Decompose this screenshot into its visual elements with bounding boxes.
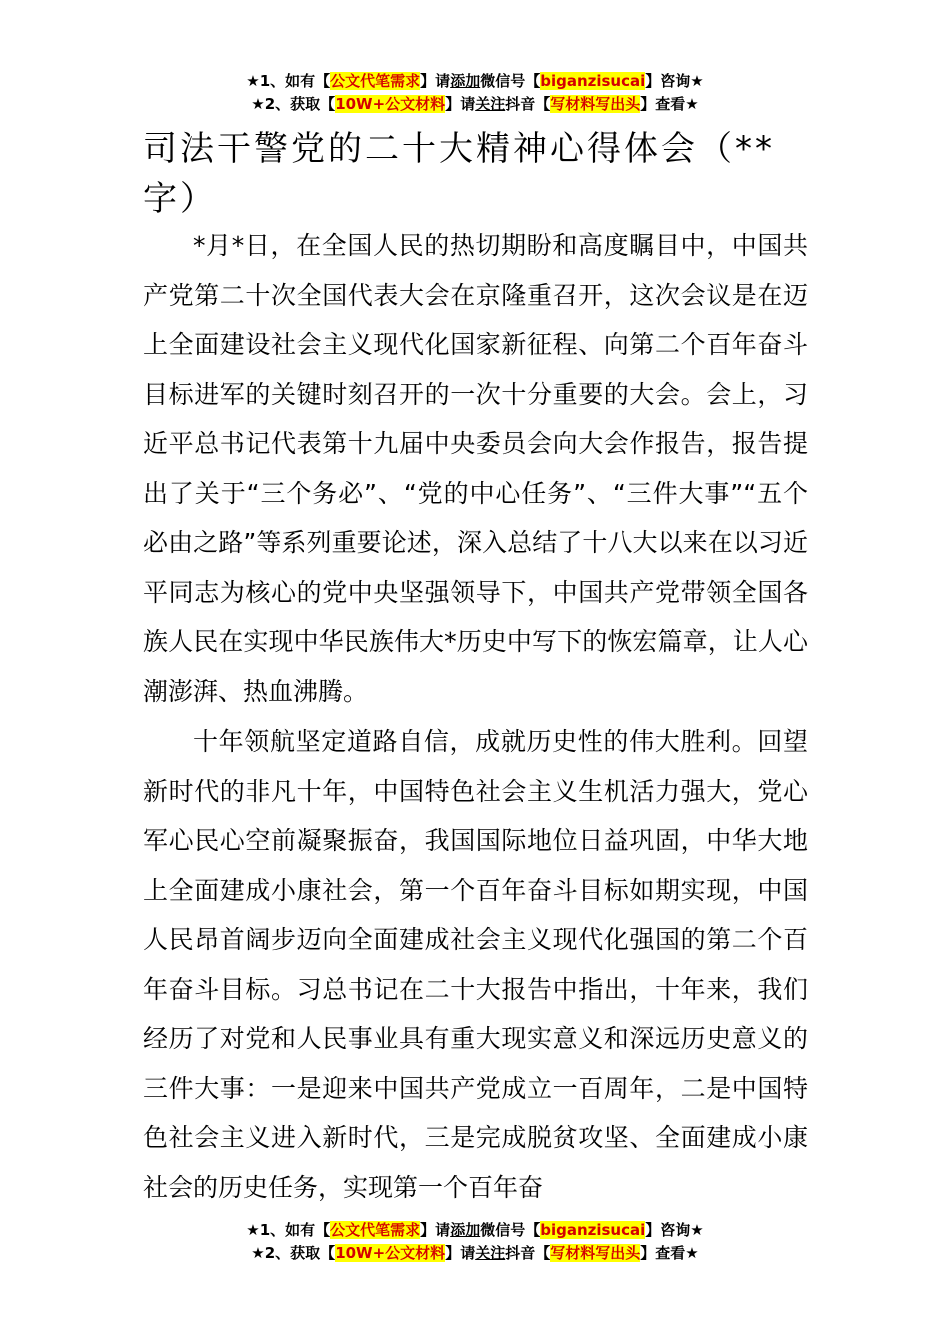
footer-line-2: ★2、获取【10W+公文材料】请关注抖音【写材料写出头】查看★ [251,1244,699,1262]
highlight-douyin: 写材料写出头 [550,95,641,113]
highlight-service: 公文代笔需求 [330,72,421,90]
banner-line-1: ★1、如有【公文代笔需求】请添加微信号【biganzisucai】咨询★ [246,72,704,90]
footer-banner [0,1219,950,1265]
footer-highlight-service: 公文代笔需求 [330,1221,421,1239]
footer-highlight-douyin: 写材料写出头 [550,1244,641,1262]
header-banner [0,70,950,116]
footer-highlight-materials: 10W+公文材料 [335,1244,446,1262]
banner-line-2: ★2、获取【10W+公文材料】请关注抖音【写材料写出头】查看★ [251,95,699,113]
footer-line-1: ★1、如有【公文代笔需求】请添加微信号【biganzisucai】咨询★ [246,1221,704,1239]
highlight-materials: 10W+公文材料 [335,95,446,113]
document-title: 司法干警党的二十大精神心得体会（**字） [143,129,775,219]
footer-highlight-wechat-id: biganzisucai [540,1221,646,1239]
paragraph-2: 十年领航坚定道路自信，成就历史性的伟大胜利。回望新时代的非凡十年，中国特色社会主义生机活力强大，党心军心民心空前凝聚振奋，我国国际地位日益巩固，中华大地上全面建成小康社会，第一个百年奋斗目标如期实现，中国人民昂首阔步迈向全面建成社会主义现代化强国的第二个百年奋斗目标。习总书记在二十大报告中指出，十年来，我们经历了对党和人民事业具有重大现实意义和深远历史意义的三件大事：一是迎来中国共产党成立一百周年，二是中国特色社会主义进入新时代，三是完成脱贫攻坚、全面建成小康社会的历史任务，实现第一个百年奋 [143,727,808,1202]
highlight-wechat-id: biganzisucai [540,72,646,90]
paragraph-1: *月*日，在全国人民的热切期盼和高度瞩目中，中国共产党第二十次全国代表大会在京隆重召开，这次会议是在迈上全面建设社会主义现代化国家新征程、向第二个百年奋斗目标进军的关键时刻召开的一次十分重要的大会。会上，习近平总书记代表第十九届中央委员会向大会作报告，报告提出了关于“三个务必”、“党的中心任务”、“三件大事”“五个必由之路”等系列重要论述，深入总结了十八大以来在以习近平同志为核心的党中央坚强领导下，中国共产党带领全国各族人民在实现中华民族伟大*历史中写下的恢宏篇章，让人心潮澎湃、热血沸腾。 [143,231,808,706]
